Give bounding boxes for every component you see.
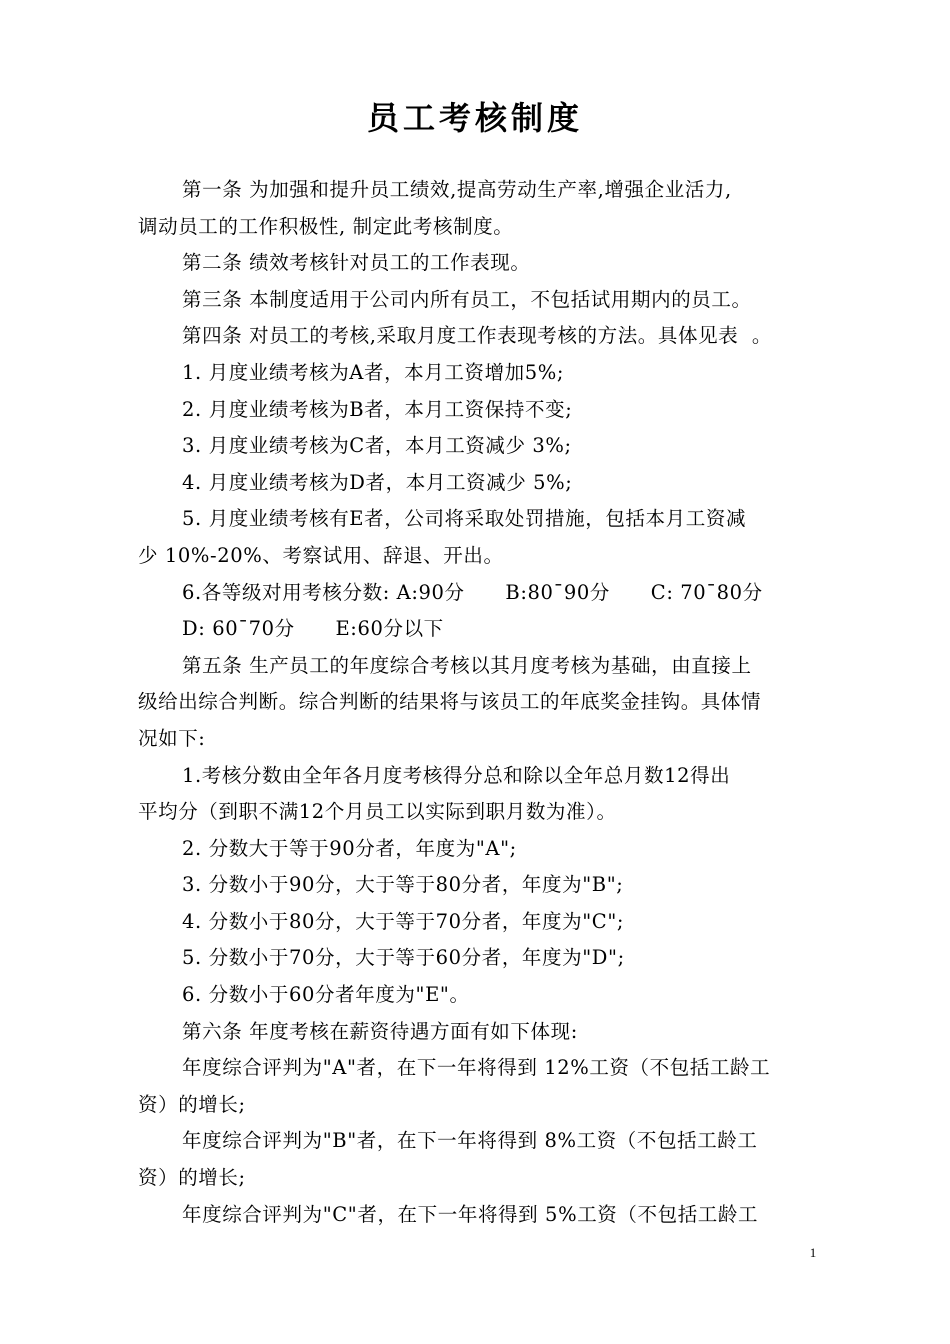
body-line: 1. 月度业绩考核为A者，本月工资增加5%; — [182, 360, 565, 384]
body-line: 级给出综合判断。综合判断的结果将与该员工的年底奖金挂钩。具体情 — [138, 690, 762, 714]
body-line: 6. 分数小于60分者年度为"E"。 — [182, 983, 470, 1007]
body-line: 平均分（到职不满12个月员工以实际到职月数为准）。 — [138, 800, 617, 824]
body-line: 第四条 对员工的考核,采取月度工作表现考核的方法。具体见表 。 — [182, 324, 772, 348]
body-line: 3. 分数小于90分，大于等于80分者，年度为"B"; — [182, 873, 624, 897]
body-line: 6.各等级对用考核分数: A:90分 B:80¯90分 C: 70¯80分 — [182, 580, 763, 604]
body-line: 资）的增长; — [138, 1166, 246, 1190]
body-line: 2. 分数大于等于90分者，年度为"A"; — [182, 836, 517, 860]
body-line: 5. 月度业绩考核有E者，公司将采取处罚措施，包括本月工资减 — [182, 507, 747, 531]
body-line: 年度综合评判为"B"者，在下一年将得到 8%工资（不包括工龄工 — [182, 1129, 758, 1153]
body-line: 第二条 绩效考核针对员工的工作表现。 — [182, 251, 531, 275]
body-line: 年度综合评判为"C"者，在下一年将得到 5%工资（不包括工龄工 — [182, 1202, 759, 1226]
body-line: 少 10%-20%、考察试用、辞退、开出。 — [138, 543, 504, 567]
body-line: 第六条 年度考核在薪资待遇方面有如下体现: — [182, 1019, 578, 1043]
body-line: 调动员工的工作积极性, 制定此考核制度。 — [138, 214, 514, 238]
body-line: 第五条 生产员工的年度综合考核以其月度考核为基础，由直接上 — [182, 653, 752, 677]
body-line: 年度综合评判为"A"者，在下一年将得到 12%工资（不包括工龄工 — [182, 1056, 771, 1080]
document-body — [138, 172, 818, 1233]
body-line: 5. 分数小于70分，大于等于60分者，年度为"D"; — [182, 946, 625, 970]
page-number: 1 — [809, 1245, 817, 1260]
body-line: 4. 月度业绩考核为D者，本月工资减少 5%; — [182, 470, 573, 494]
body-line: 资）的增长; — [138, 1092, 246, 1116]
body-line: D: 60¯70分 E:60分以下 — [182, 617, 444, 641]
document-title: 员工考核制度 — [366, 99, 583, 137]
body-line: 1.考核分数由全年各月度考核得分总和除以全年总月数12得出 — [182, 763, 731, 787]
body-line: 4. 分数小于80分，大于等于70分者，年度为"C"; — [182, 909, 625, 933]
body-line: 2. 月度业绩考核为B者，本月工资保持不变; — [182, 397, 573, 421]
body-line: 第一条 为加强和提升员工绩效,提高劳动生产率,增强企业活力, — [182, 178, 732, 201]
body-line: 3. 月度业绩考核为C者，本月工资减少 3%; — [182, 434, 572, 458]
body-line: 况如下: — [138, 726, 206, 750]
body-line: 第三条 本制度适用于公司内所有员工，不包括试用期内的员工。 — [182, 287, 752, 311]
